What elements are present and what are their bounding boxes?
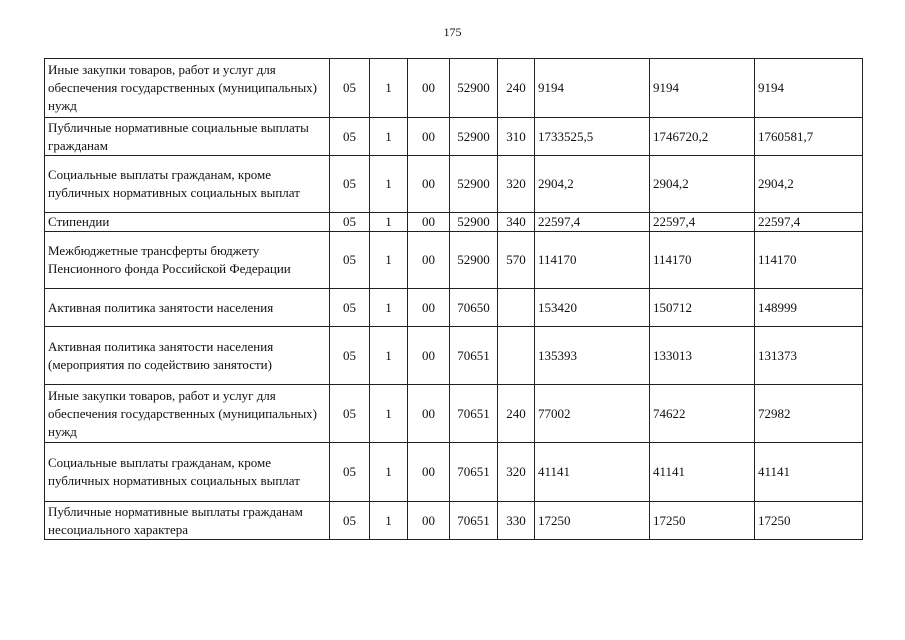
amount-year3-cell: 72982 — [755, 385, 863, 443]
expense-type-cell — [498, 327, 535, 385]
amount-year1-cell: 77002 — [535, 385, 650, 443]
direction-code-cell: 70651 — [450, 502, 498, 540]
section-code-cell: 05 — [330, 289, 370, 327]
budget-table — [44, 58, 863, 540]
direction-code-cell: 52900 — [450, 156, 498, 213]
amount-year2-cell: 133013 — [650, 327, 755, 385]
program-code-cell: 1 — [370, 213, 408, 232]
subprogram-code-cell: 00 — [408, 289, 450, 327]
program-code-cell: 1 — [370, 289, 408, 327]
program-code-cell: 1 — [370, 232, 408, 289]
program-code-cell: 1 — [370, 443, 408, 502]
amount-year1-cell: 41141 — [535, 443, 650, 502]
amount-year1-cell: 22597,4 — [535, 213, 650, 232]
section-code-cell: 05 — [330, 443, 370, 502]
expense-type-cell: 320 — [498, 443, 535, 502]
expense-type-cell: 330 — [498, 502, 535, 540]
amount-year2-cell: 1746720,2 — [650, 118, 755, 156]
amount-year1-cell: 9194 — [535, 59, 650, 118]
subprogram-code-cell: 00 — [408, 59, 450, 118]
direction-code-cell: 70650 — [450, 289, 498, 327]
table-row — [45, 156, 863, 213]
program-code-cell: 1 — [370, 59, 408, 118]
amount-year1-cell: 153420 — [535, 289, 650, 327]
direction-code-cell: 52900 — [450, 59, 498, 118]
amount-year3-cell: 9194 — [755, 59, 863, 118]
amount-year2-cell: 2904,2 — [650, 156, 755, 213]
table-row — [45, 502, 863, 540]
expense-name-cell: Активная политика занятости населения (мероприятия по содействию занятости) — [45, 327, 330, 385]
table-row — [45, 327, 863, 385]
amount-year3-cell: 148999 — [755, 289, 863, 327]
amount-year3-cell: 131373 — [755, 327, 863, 385]
section-code-cell: 05 — [330, 213, 370, 232]
page-number: 175 — [443, 25, 462, 39]
direction-code-cell: 70651 — [450, 385, 498, 443]
amount-year2-cell: 41141 — [650, 443, 755, 502]
section-code-cell: 05 — [330, 502, 370, 540]
direction-code-cell: 52900 — [450, 118, 498, 156]
expense-type-cell: 240 — [498, 59, 535, 118]
amount-year2-cell: 74622 — [650, 385, 755, 443]
expense-type-cell — [498, 289, 535, 327]
section-code-cell: 05 — [330, 327, 370, 385]
expense-name-cell: Межбюджетные трансферты бюджету Пенсионного фонда Российской Федерации — [45, 232, 330, 289]
subprogram-code-cell: 00 — [408, 385, 450, 443]
expense-type-cell: 570 — [498, 232, 535, 289]
section-code-cell: 05 — [330, 156, 370, 213]
expense-name-cell: Активная политика занятости населения — [45, 289, 330, 327]
direction-code-cell: 52900 — [450, 213, 498, 232]
table-row — [45, 232, 863, 289]
amount-year2-cell: 22597,4 — [650, 213, 755, 232]
program-code-cell: 1 — [370, 156, 408, 213]
subprogram-code-cell: 00 — [408, 156, 450, 213]
expense-name-cell: Социальные выплаты гражданам, кроме публичных нормативных социальных выплат — [45, 443, 330, 502]
amount-year3-cell: 2904,2 — [755, 156, 863, 213]
amount-year3-cell: 114170 — [755, 232, 863, 289]
subprogram-code-cell: 00 — [408, 213, 450, 232]
amount-year2-cell: 150712 — [650, 289, 755, 327]
amount-year3-cell: 17250 — [755, 502, 863, 540]
amount-year1-cell: 114170 — [535, 232, 650, 289]
subprogram-code-cell: 00 — [408, 502, 450, 540]
amount-year3-cell: 1760581,7 — [755, 118, 863, 156]
expense-name-cell: Стипендии — [45, 213, 330, 232]
expense-type-cell: 240 — [498, 385, 535, 443]
table-row — [45, 118, 863, 156]
amount-year3-cell: 22597,4 — [755, 213, 863, 232]
amount-year1-cell: 2904,2 — [535, 156, 650, 213]
section-code-cell: 05 — [330, 385, 370, 443]
subprogram-code-cell: 00 — [408, 232, 450, 289]
expense-name-cell: Публичные нормативные социальные выплаты гражданам — [45, 118, 330, 156]
expense-name-cell: Иные закупки товаров, работ и услуг для обеспечения государственных (муниципальных) нужд — [45, 385, 330, 443]
expense-type-cell: 340 — [498, 213, 535, 232]
direction-code-cell: 52900 — [450, 232, 498, 289]
direction-code-cell: 70651 — [450, 327, 498, 385]
amount-year2-cell: 17250 — [650, 502, 755, 540]
section-code-cell: 05 — [330, 59, 370, 118]
program-code-cell: 1 — [370, 118, 408, 156]
direction-code-cell: 70651 — [450, 443, 498, 502]
amount-year1-cell: 135393 — [535, 327, 650, 385]
program-code-cell: 1 — [370, 327, 408, 385]
subprogram-code-cell: 00 — [408, 443, 450, 502]
subprogram-code-cell: 00 — [408, 118, 450, 156]
table-row — [45, 289, 863, 327]
subprogram-code-cell: 00 — [408, 327, 450, 385]
expense-name-cell: Иные закупки товаров, работ и услуг для обеспечения государственных (муниципальных) нужд — [45, 59, 330, 118]
amount-year2-cell: 9194 — [650, 59, 755, 118]
table-row — [45, 213, 863, 232]
table-body — [45, 59, 863, 540]
table-row — [45, 385, 863, 443]
program-code-cell: 1 — [370, 385, 408, 443]
section-code-cell: 05 — [330, 118, 370, 156]
expense-name-cell: Социальные выплаты гражданам, кроме публичных нормативных социальных выплат — [45, 156, 330, 213]
table-row — [45, 59, 863, 118]
program-code-cell: 1 — [370, 502, 408, 540]
expense-type-cell: 320 — [498, 156, 535, 213]
amount-year3-cell: 41141 — [755, 443, 863, 502]
section-code-cell: 05 — [330, 232, 370, 289]
amount-year1-cell: 1733525,5 — [535, 118, 650, 156]
table-row — [45, 443, 863, 502]
expense-name-cell: Публичные нормативные выплаты гражданам несоциального характера — [45, 502, 330, 540]
amount-year2-cell: 114170 — [650, 232, 755, 289]
amount-year1-cell: 17250 — [535, 502, 650, 540]
expense-type-cell: 310 — [498, 118, 535, 156]
